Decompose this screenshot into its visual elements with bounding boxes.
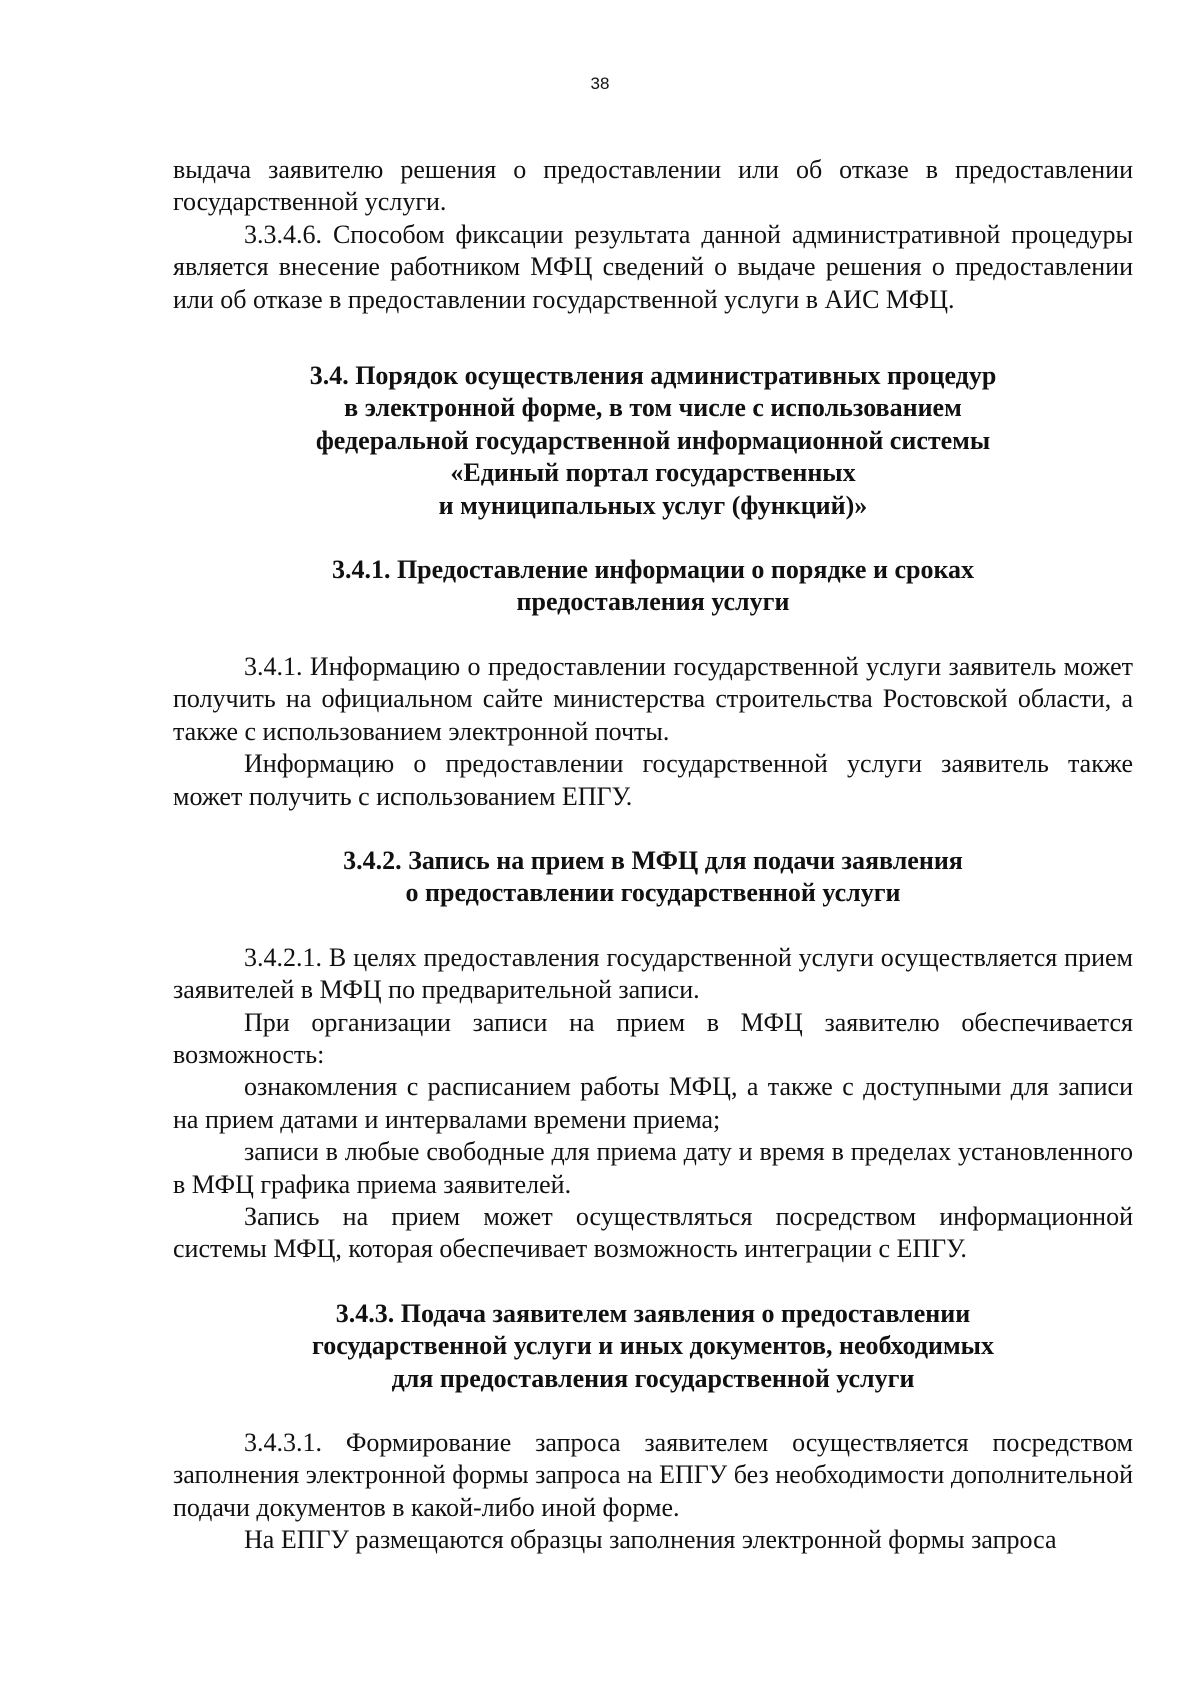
heading-section-3-4-1 — [173, 554, 1133, 619]
paragraph-3-4-2-organization: При организации записи на прием в МФЦ заявителю обеспечивается возможность: — [173, 1007, 1133, 1069]
heading-section-3-4-2 — [173, 845, 1133, 910]
paragraph-3-3-4-6: 3.3.4.6. Способом фиксации результата данной административной процедуры является внесение работником МФЦ сведений о выдаче решения о предоставлении или об отказе в предоставлении государственной услуги в АИС МФЦ. — [173, 219, 1133, 314]
heading-line: в электронной форме, в том числе с использованием — [344, 393, 962, 423]
page-number: 38 — [590, 74, 610, 93]
heading-line: и муниципальных услуг (функций)» — [438, 490, 868, 520]
paragraph-3-4-1: 3.4.1. Информацию о предоставлении государственной услуги заявитель может получить на официальном сайте министерства строительства Ростовской области, а также с использованием электронной почты. — [173, 651, 1133, 746]
heading-line: 3.4.1. Предоставление информации о порядке и сроках — [331, 555, 975, 585]
heading-line: 3.4.3. Подача заявителем заявления о предоставлении — [335, 1298, 971, 1328]
paragraph-3-4-2-info-system: Запись на прием может осуществляться посредством информационной системы МФЦ, которая обеспечивает возможность интеграции с ЕПГУ. — [173, 1201, 1133, 1264]
heading-line: федеральной государственной информационной системы — [315, 425, 991, 455]
heading-line: для предоставления государственной услуги — [391, 1363, 915, 1393]
page-body — [173, 154, 1133, 1557]
paragraph-continuation: выдача заявителю решения о предоставлении или об отказе в предоставлении государственной услуги. — [173, 155, 1133, 217]
paragraph-3-4-2-free-slots: записи в любые свободные для приема дату и время в пределах установленного в МФЦ графика приема заявителей. — [173, 1137, 1133, 1199]
paragraph-3-4-2-schedule: ознакомления с расписанием работы МФЦ, а также с доступными для записи на прием датами и интервалами времени приема; — [173, 1072, 1133, 1134]
heading-section-3-4 — [173, 360, 1133, 522]
paragraph-3-4-2-1: 3.4.2.1. В целях предоставления государственной услуги осуществляется прием заявителей в МФЦ по предварительной записи. — [173, 942, 1133, 1005]
paragraph-3-4-3-1: 3.4.3.1. Формирование запроса заявителем осуществляется посредством заполнения электронной формы запроса на ЕПГУ без необходимости дополнительной подачи документов в какой-либо иной форме. — [173, 1428, 1133, 1522]
heading-line: 3.4. Порядок осуществления административных процедур — [309, 361, 997, 391]
paragraph-3-4-3-samples: На ЕПГУ размещаются образцы заполнения электронной формы запроса — [244, 1525, 1057, 1555]
heading-line: 3.4.2. Запись на прием в МФЦ для подачи заявления — [343, 845, 963, 875]
paragraph-3-4-1-epgu: Информацию о предоставлении государственной услуги заявитель также может получить с использованием ЕПГУ. — [173, 749, 1133, 811]
heading-line: «Единый портал государственных — [450, 458, 856, 488]
heading-line: государственной услуги и иных документов, необходимых — [312, 1331, 994, 1361]
heading-line: предоставления услуги — [516, 587, 790, 617]
heading-line: о предоставлении государственной услуги — [405, 878, 901, 908]
heading-section-3-4-3 — [173, 1298, 1133, 1395]
